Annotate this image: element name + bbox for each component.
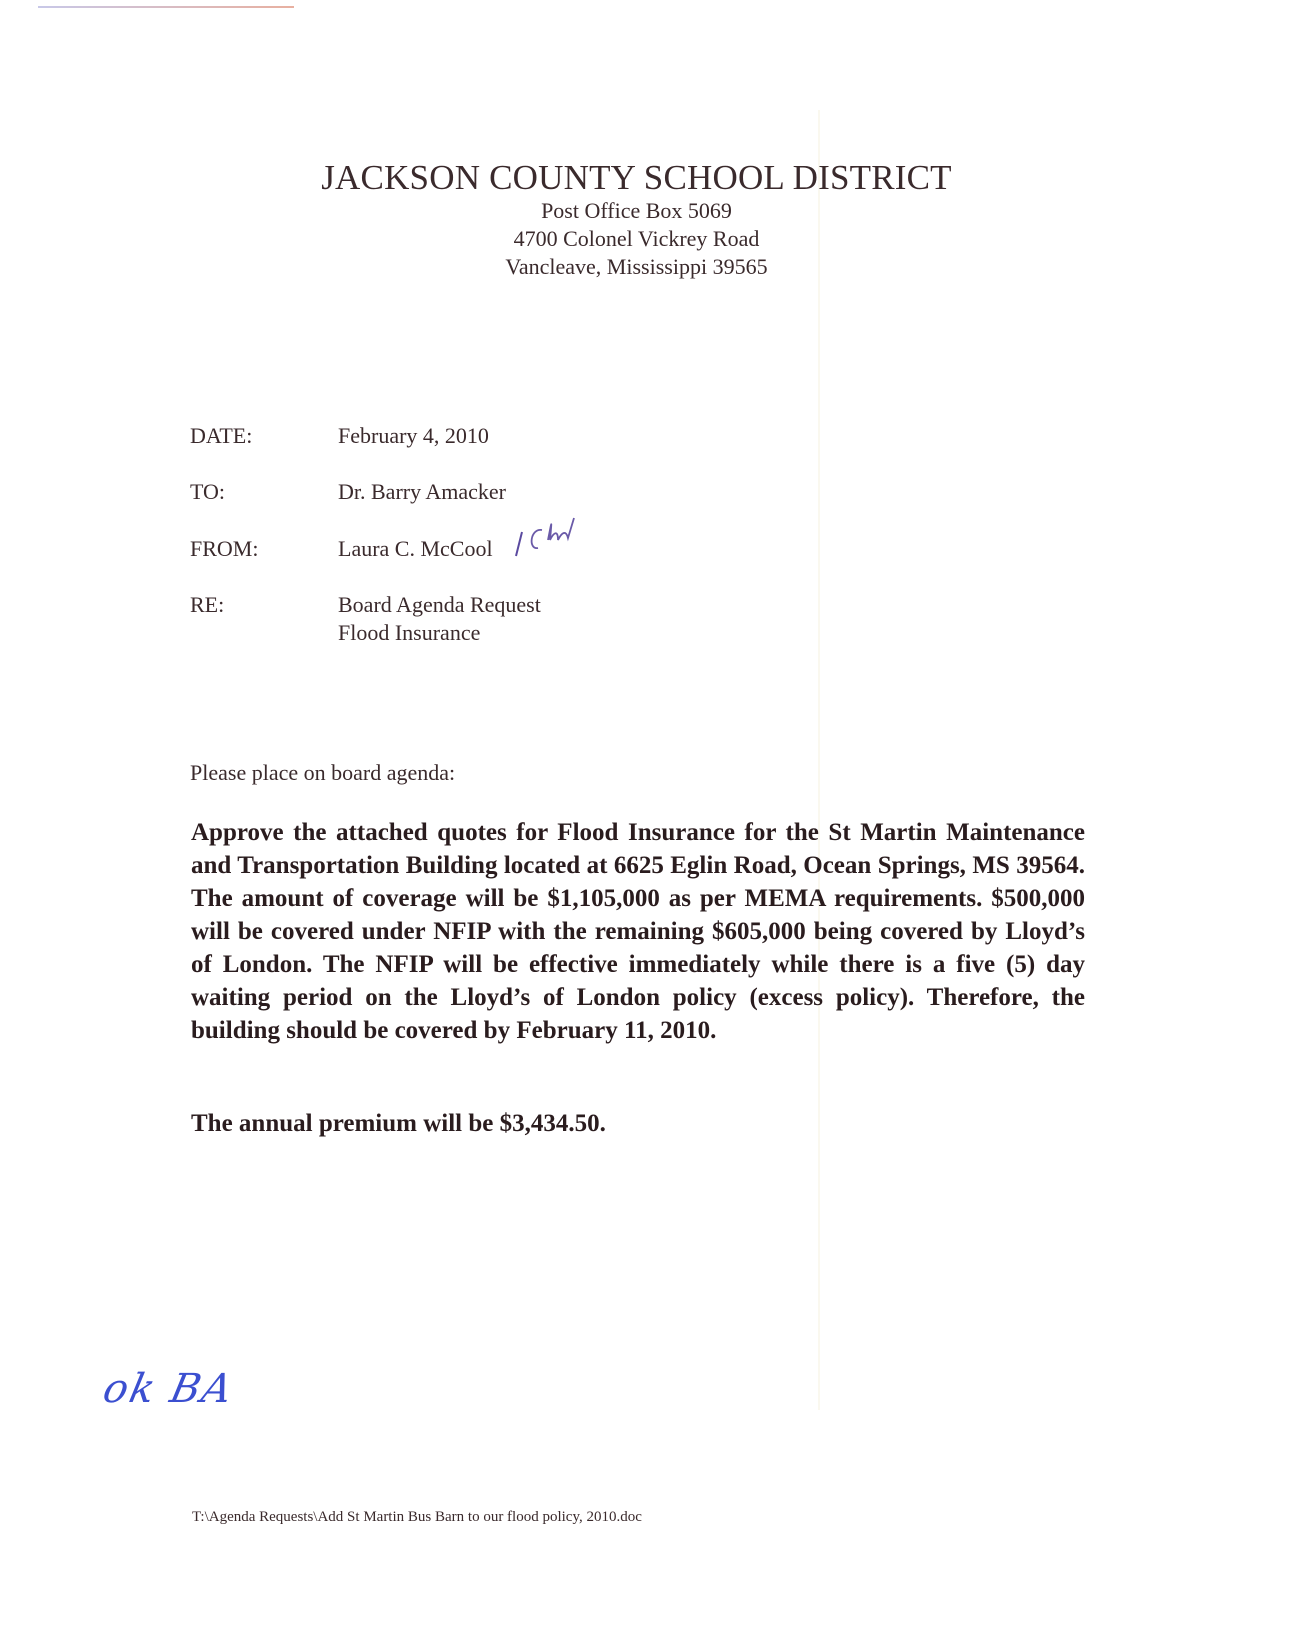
agenda-request-body: Approve the attached quotes for Flood Insurance for the St Martin Maintenance and Transportation Building located at 6625 Eglin Road, Ocean Springs, MS 39564. The amount of coverage will be $1,105,000 as per MEMA requirements. $500,000 will be covered under NFIP with the remaining $605,000 being covered by Lloyd’s of London. The NFIP will be effective immediately while there is a five (5) day waiting period on the Lloyd’s of London policy (excess policy). Therefore, the building should be covered by February 11, 2010. <box>191 819 1085 1044</box>
letterhead-title: JACKSON COUNTY SCHOOL DISTRICT <box>321 158 952 197</box>
scan-mark-line <box>38 6 294 8</box>
re-value-line-2: Flood Insurance <box>338 620 481 645</box>
re-value-line-1: Board Agenda Request <box>338 592 541 617</box>
to-label: TO: <box>190 479 226 504</box>
from-value: Laura C. McCool <box>338 536 493 561</box>
re-label: RE: <box>190 592 225 617</box>
date-value: February 4, 2010 <box>338 423 489 448</box>
from-handwritten-initials <box>508 510 588 565</box>
to-value: Dr. Barry Amacker <box>338 479 506 504</box>
letterhead-address-line-3: Vancleave, Mississippi 39565 <box>505 254 768 279</box>
file-path-footer: T:\Agenda Requests\Add St Martin Bus Barn to our flood policy, 2010.doc <box>192 1509 642 1525</box>
date-label: DATE: <box>190 423 253 448</box>
letterhead-address-line-2: 4700 Colonel Vickrey Road <box>513 226 760 251</box>
from-label: FROM: <box>190 536 259 561</box>
agenda-intro: Please place on board agenda: <box>190 760 456 785</box>
letterhead-address-line-1: Post Office Box 5069 <box>541 198 732 223</box>
annual-premium: The annual premium will be $3,434.50. <box>191 1110 606 1137</box>
approval-handwritten-initials: ok BA <box>99 1366 239 1412</box>
paper-fold-shadow <box>818 110 820 1410</box>
